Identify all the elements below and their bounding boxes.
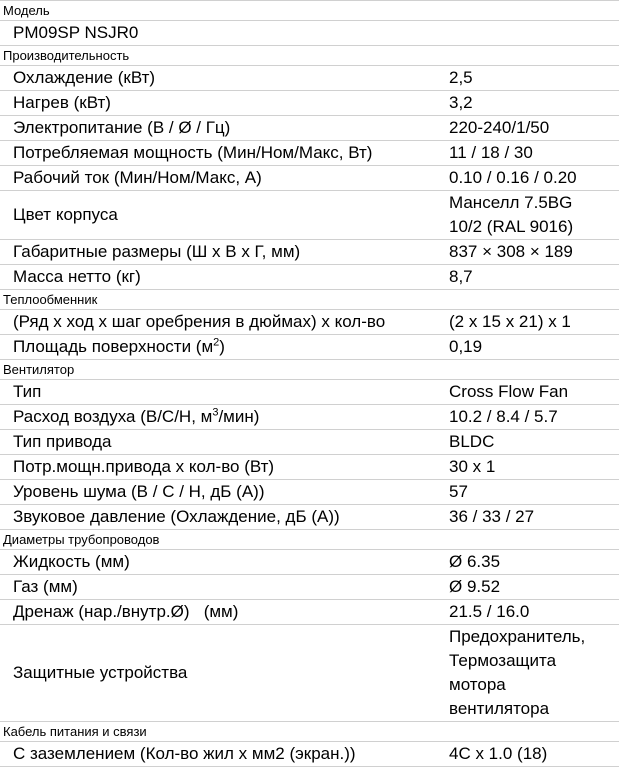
surface-area-label	[0, 335, 447, 360]
surface-area-value: 0,19	[447, 335, 619, 360]
fan-type-label: Тип	[0, 380, 447, 405]
table-row	[0, 335, 619, 360]
gas-pipe-value: Ø 9.52	[447, 575, 619, 600]
drive-type-value: BLDC	[447, 430, 619, 455]
surface-area-text: Площадь поверхности (м	[13, 337, 214, 356]
body-color-value	[447, 191, 619, 240]
liquid-pipe-label: Жидкость (мм)	[0, 550, 447, 575]
airflow-label	[0, 405, 447, 430]
sound-pressure-value: 36 / 33 / 27	[447, 505, 619, 530]
section-row-heat-exchanger	[0, 290, 619, 310]
table-row	[0, 265, 619, 290]
drain-pipe-label: Дренаж (нар./внутр.Ø) (мм)	[0, 600, 447, 625]
dimensions-value: 837 × 308 × 189	[447, 240, 619, 265]
section-row-fan	[0, 360, 619, 380]
table-row	[0, 455, 619, 480]
heating-value: 3,2	[447, 91, 619, 116]
section-row-pipes	[0, 530, 619, 550]
table-row	[0, 405, 619, 430]
drain-pipe-value: 21.5 / 16.0	[447, 600, 619, 625]
table-row	[0, 505, 619, 530]
table-row	[0, 166, 619, 191]
section-title-performance: Производительность	[0, 46, 619, 66]
surface-area-suffix: )	[219, 337, 225, 356]
protection-label: Защитные устройства	[0, 625, 447, 722]
section-title-heat-exchanger: Теплообменник	[0, 290, 619, 310]
airflow-suffix: /мин)	[218, 407, 260, 426]
table-row	[0, 575, 619, 600]
protection-line-1: Предохранитель,	[449, 627, 586, 646]
power-supply-label: Электропитание (В / Ø / Гц)	[0, 116, 447, 141]
surface-area-sup: 2	[213, 336, 220, 349]
coil-rows-label: (Ряд х ход х шаг оребрения в дюймах) х кол-во	[0, 310, 447, 335]
table-row	[0, 141, 619, 166]
table-row	[0, 116, 619, 141]
body-color-line-2: 10/2 (RAL 9016)	[449, 217, 574, 236]
grounding-cable-value: 4C x 1.0 (18)	[447, 742, 619, 767]
table-row	[0, 625, 619, 722]
net-weight-label: Масса нетто (кг)	[0, 265, 447, 290]
section-title-model: Модель	[0, 1, 619, 21]
table-row	[0, 742, 619, 767]
cooling-label: Охлаждение (кВт)	[0, 66, 447, 91]
sound-pressure-label: Звуковое давление (Охлаждение, дБ (А))	[0, 505, 447, 530]
cooling-value: 2,5	[447, 66, 619, 91]
body-color-label: Цвет корпуса	[0, 191, 447, 240]
net-weight-value: 8,7	[447, 265, 619, 290]
table-row	[0, 66, 619, 91]
liquid-pipe-value: Ø 6.35	[447, 550, 619, 575]
coil-rows-value: (2 x 15 x 21) x 1	[447, 310, 619, 335]
power-supply-value: 220-240/1/50	[447, 116, 619, 141]
protection-value	[447, 625, 619, 722]
heating-label: Нагрев (кВт)	[0, 91, 447, 116]
section-row-performance	[0, 46, 619, 66]
fan-type-value: Cross Flow Fan	[447, 380, 619, 405]
noise-level-value: 57	[447, 480, 619, 505]
protection-line-3: мотора	[449, 675, 506, 694]
table-row	[0, 600, 619, 625]
table-row	[0, 550, 619, 575]
airflow-sup: 3	[212, 406, 219, 419]
gas-pipe-label: Газ (мм)	[0, 575, 447, 600]
grounding-cable-label: С заземлением (Кол-во жил х мм2 (экран.))	[0, 742, 447, 767]
table-row	[0, 21, 619, 46]
table-row	[0, 191, 619, 240]
table-row	[0, 480, 619, 505]
current-label: Рабочий ток (Мин/Ном/Макс, А)	[0, 166, 447, 191]
power-consumption-label: Потребляемая мощность (Мин/Ном/Макс, Вт)	[0, 141, 447, 166]
protection-line-2: Термозащита	[449, 651, 557, 670]
current-value: 0.10 / 0.16 / 0.20	[447, 166, 619, 191]
noise-level-label: Уровень шума (В / С / Н, дБ (А))	[0, 480, 447, 505]
table-row	[0, 430, 619, 455]
table-row	[0, 310, 619, 335]
section-row-model	[0, 1, 619, 21]
table-row	[0, 91, 619, 116]
table-row	[0, 380, 619, 405]
section-title-fan: Вентилятор	[0, 360, 619, 380]
section-row-cable	[0, 722, 619, 742]
power-consumption-value: 11 / 18 / 30	[447, 141, 619, 166]
section-title-cable: Кабель питания и связи	[0, 722, 619, 742]
section-title-pipes: Диаметры трубопроводов	[0, 530, 619, 550]
model-value: PM09SP NSJR0	[0, 21, 619, 46]
protection-line-4: вентилятора	[449, 699, 550, 718]
table-row	[0, 240, 619, 265]
airflow-value: 10.2 / 8.4 / 5.7	[447, 405, 619, 430]
body-color-line-1: Манселл 7.5BG	[449, 193, 573, 212]
fan-power-value: 30 x 1	[447, 455, 619, 480]
drive-type-label: Тип привода	[0, 430, 447, 455]
airflow-text: Расход воздуха (В/С/Н, м	[13, 407, 213, 426]
fan-power-label: Потр.мощн.привода х кол-во (Вт)	[0, 455, 447, 480]
dimensions-label: Габаритные размеры (Ш х В х Г, мм)	[0, 240, 447, 265]
